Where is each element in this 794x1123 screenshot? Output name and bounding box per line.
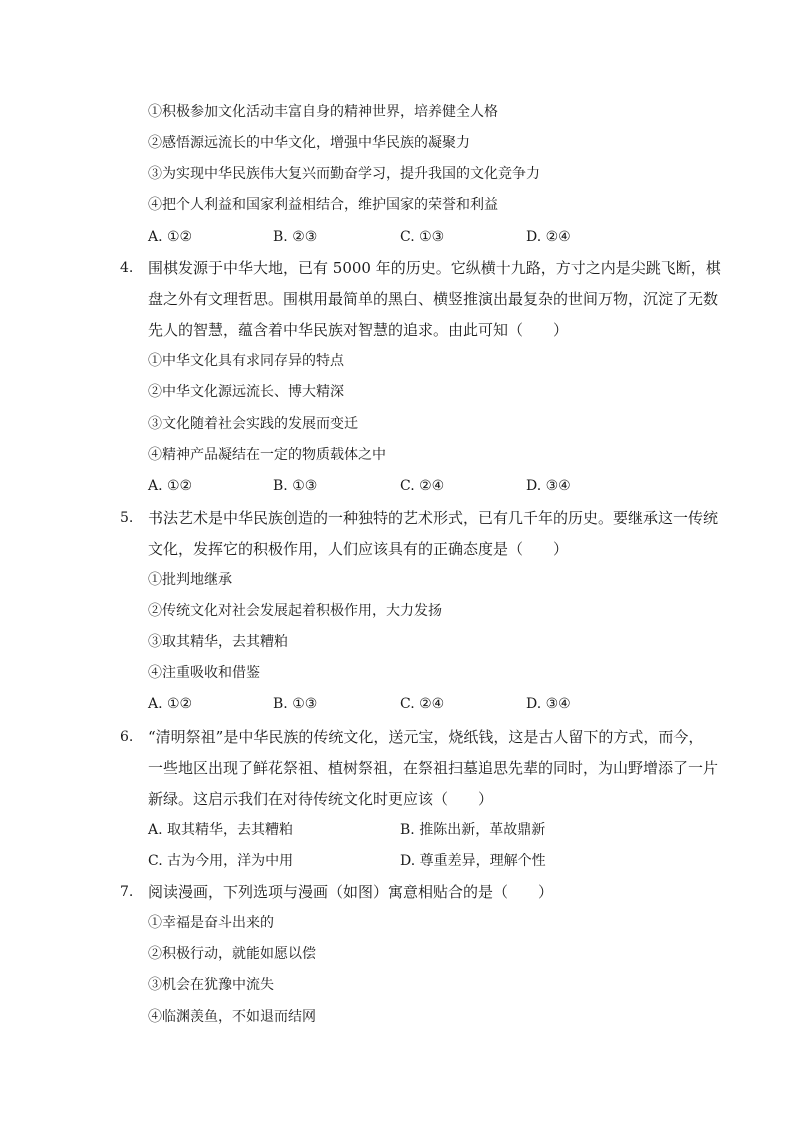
q6-stem-line-2: 一些地区出现了鲜花祭祖、植树祭祖，在祭祖扫墓追思先辈的同时，为山野增添了一片 [148,759,719,777]
q6-stem-line-3: 新绿。这启示我们在对待传统文化时更应该（ ） [148,790,494,808]
q6-option-b: B. 推陈出新，革故鼎新 [400,822,546,838]
q4-item-3: ③文化随着社会实践的发展而变迁 [148,416,358,432]
q5-option-b: B. ①③ [273,696,318,712]
q7-item-1: ①幸福是奋斗出来的 [148,915,274,931]
q3-option-a: A. ①② [148,229,193,245]
q3-item-4: ④把个人利益和国家利益相结合，维护国家的荣誉和利益 [148,197,498,213]
q4-option-b: B. ①③ [273,478,318,494]
q3-option-c: C. ①③ [400,229,445,245]
q5-item-2: ②传统文化对社会发展起着积极作用，大力发扬 [148,603,442,619]
q4-option-c: C. ②④ [400,478,445,494]
q4-option-a: A. ①② [148,478,193,494]
q6-stem-line-1: “清明祭祖”是中华民族的传统文化，送元宝，烧纸钱，这是古人留下的方式，而今， [148,728,704,746]
q6-option-c: C. 古为今用，洋为中用 [148,853,294,869]
q5-item-3: ③取其精华，去其糟粕 [148,634,288,650]
q4-item-2: ②中华文化源远流长、博大精深 [148,384,344,400]
q7-item-2: ②积极行动，就能如愿以偿 [148,946,316,962]
q7-number: 7. [120,884,134,900]
q3-item-2: ②感悟源远流长的中华文化，增强中华民族的凝聚力 [148,135,470,151]
q4-option-d: D. ③④ [526,478,571,494]
q5-item-4: ④注重吸收和借鉴 [148,665,260,681]
q5-number: 5. [120,510,134,526]
q5-stem-line-2: 文化，发挥它的积极作用，人们应该具有的正确态度是（ ） [148,540,569,558]
q5-option-c: C. ②④ [400,696,445,712]
q5-item-1: ①批判地继承 [148,572,232,588]
q5-stem-line-1: 书法艺术是中华民族创造的一种独特的艺术形式，已有几千年的历史。要继承这一传统 [148,509,719,527]
q5-option-d: D. ③④ [526,696,571,712]
q3-option-d: D. ②④ [526,229,571,245]
q4-item-1: ①中华文化具有求同存异的特点 [148,353,344,369]
q4-item-4: ④精神产品凝结在一定的物质载体之中 [148,447,386,463]
q6-option-a: A. 取其精华，去其糟粕 [148,822,294,838]
q4-stem-line-2: 盘之外有文理哲思。围棋用最简单的黑白、横竖推演出最复杂的世间万物，沉淀了无数 [148,290,719,308]
q7-stem-line-1: 阅读漫画，下列选项与漫画（如图）寓意相贴合的是（ ） [148,883,554,901]
q4-stem-line-1: 围棋发源于中华大地，已有 5000 年的历史。它纵横十九路，方寸之内是尖跳飞断，棋 [148,259,721,277]
q4-number: 4. [120,260,134,276]
q7-item-3: ③机会在犹豫中流失 [148,977,274,993]
q3-option-b: B. ②③ [273,229,318,245]
q7-item-4: ④临渊羡鱼，不如退而结网 [148,1009,316,1025]
q6-number: 6. [120,729,134,745]
q3-item-1: ①积极参加文化活动丰富自身的精神世界，培养健全人格 [148,104,498,120]
q5-option-a: A. ①② [148,696,193,712]
q3-item-3: ③为实现中华民族伟大复兴而勤奋学习，提升我国的文化竞争力 [148,166,540,182]
q4-stem-line-3: 先人的智慧，蕴含着中华民族对智慧的追求。由此可知（ ） [148,321,569,339]
q6-option-d: D. 尊重差异，理解个性 [400,853,546,869]
